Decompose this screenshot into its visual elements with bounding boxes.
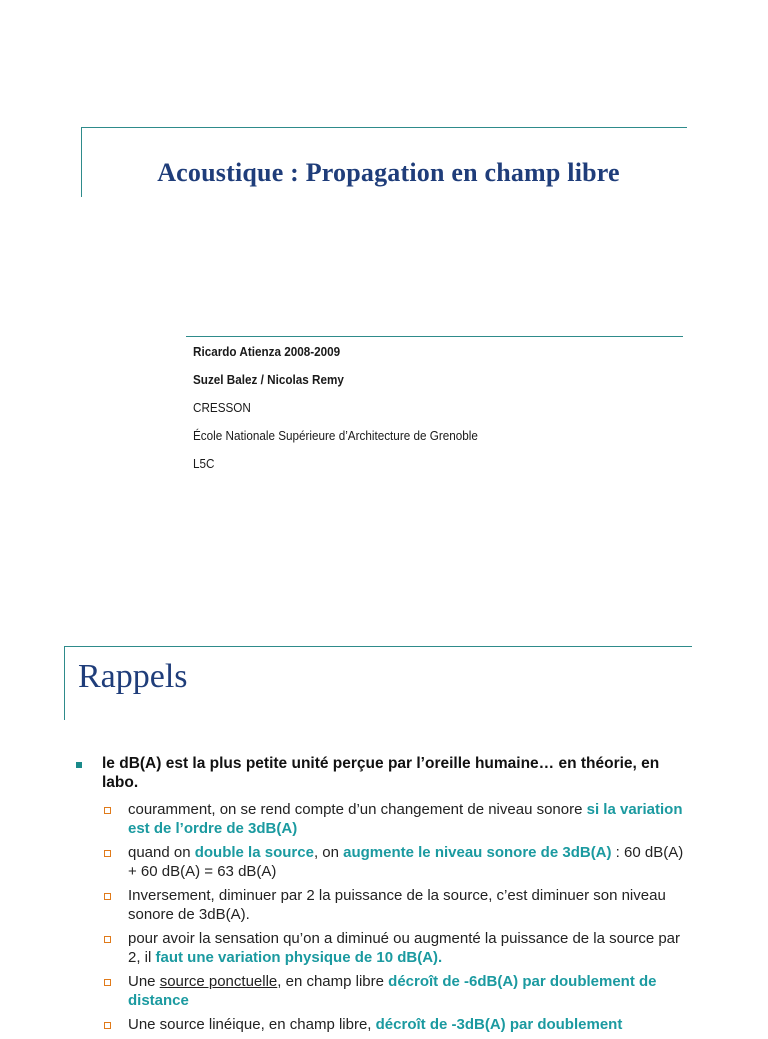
hollow-square-bullet-icon — [104, 807, 111, 814]
author-line: Ricardo Atienza 2008-2009 — [193, 344, 341, 359]
sub-bullet — [104, 929, 684, 967]
hollow-square-bullet-icon — [104, 850, 111, 857]
author-separator — [186, 336, 683, 337]
text: , on — [313, 844, 344, 861]
highlight: décroît de -6dB(A) par doublement de distance — [128, 973, 657, 1009]
frame-left-line — [64, 646, 65, 720]
frame-top-line — [81, 127, 687, 128]
hollow-square-bullet-icon — [104, 893, 111, 900]
highlight: augmente le niveau sonore de 3dB(A) — [343, 844, 612, 861]
highlight: double la source — [194, 844, 314, 861]
author-line: Suzel Balez / Nicolas Remy — [193, 372, 344, 387]
hollow-square-bullet-icon — [104, 936, 111, 943]
hollow-square-bullet-icon — [104, 1022, 111, 1029]
main-bullet-text: le dB(A) est la plus petite unité perçue par l’oreille humaine… en théorie, en labo. — [102, 755, 660, 791]
text: Une source linéique, en champ libre, — [128, 1016, 376, 1033]
text: Inversement, diminuer par 2 la puissance de la source, c’est diminuer son niveau sonore de 3dB(A). — [128, 887, 666, 923]
text: : 60 dB(A) + 60 dB(A) = 63 dB(A) — [128, 844, 684, 880]
highlight: décroît de -3dB(A) par doublement — [375, 1016, 623, 1033]
hollow-square-bullet-icon — [104, 979, 111, 986]
highlight: faut une variation physique de 10 dB(A). — [155, 949, 443, 966]
sub-bullet — [104, 1015, 684, 1034]
sub-bullet — [104, 800, 684, 838]
slide-title: Rappels — [78, 658, 188, 695]
school-line: École Nationale Supérieure d’Architecture de Grenoble — [193, 428, 478, 443]
author-info — [193, 342, 510, 482]
course-line: L5C — [193, 456, 215, 471]
slide-title: Acoustique : Propagation en champ libre — [157, 158, 620, 187]
text: quand on — [128, 844, 195, 861]
underlined-text: source ponctuelle — [159, 973, 278, 990]
highlight: si la variation est de l’ordre de 3dB(A) — [128, 801, 683, 837]
text: pour avoir la sensation qu’on a diminué ou augmenté la puissance de la source par 2, il — [128, 930, 681, 966]
sub-bullet — [104, 972, 684, 1010]
text: Une — [128, 973, 160, 990]
text: couramment, on se rend compte d’un changement de niveau sonore — [128, 801, 587, 818]
square-bullet-icon — [76, 762, 82, 768]
sub-bullet — [104, 886, 684, 924]
lab-line: CRESSON — [193, 400, 251, 415]
sub-bullet-list — [104, 800, 684, 1039]
rappels-slide — [0, 620, 768, 1033]
sub-bullet — [104, 843, 684, 881]
main-bullet — [76, 754, 666, 792]
frame-top-line — [64, 646, 692, 647]
text: , en champ libre — [277, 973, 389, 990]
